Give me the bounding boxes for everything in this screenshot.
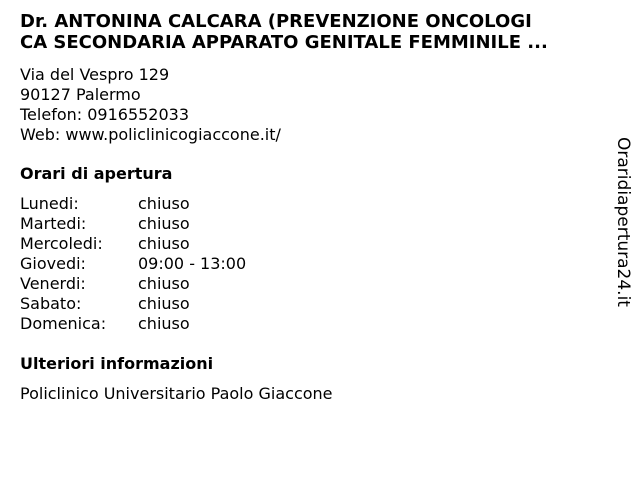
city-postal: 90127 Palermo <box>20 85 141 104</box>
opening-hours-table <box>20 194 246 334</box>
hours-row-monday <box>20 194 246 214</box>
page-title <box>20 11 620 53</box>
day-label: Lunedi: <box>20 194 79 213</box>
hours-row-tuesday <box>20 214 246 234</box>
phone-number: Telefon: 0916552033 <box>20 105 190 124</box>
hours-row-sunday <box>20 314 246 334</box>
day-label: Venerdi: <box>20 274 86 293</box>
hours-value: chiuso <box>138 194 190 213</box>
hours-value: chiuso <box>138 314 190 333</box>
page-title-line-1: Dr. ANTONINA CALCARA (PREVENZIONE ONCOLOGI <box>20 11 532 32</box>
address-block <box>20 65 281 145</box>
day-label: Martedi: <box>20 214 87 233</box>
hours-value: chiuso <box>138 214 190 233</box>
hours-value: chiuso <box>138 294 190 313</box>
hours-value: 09:00 - 13:00 <box>138 254 247 273</box>
day-label: Giovedi: <box>20 254 86 273</box>
page-title-line-2: CA SECONDARIA APPARATO GENITALE FEMMINILE ... <box>20 32 548 53</box>
day-label: Sabato: <box>20 294 82 313</box>
street-address: Via del Vespro 129 <box>20 65 170 84</box>
opening-hours-heading: Orari di apertura <box>20 164 173 183</box>
hours-row-saturday <box>20 294 246 314</box>
hours-row-wednesday <box>20 234 246 254</box>
day-label: Mercoledi: <box>20 234 103 253</box>
website-link[interactable]: Web: www.policlinicogiaccone.it/ <box>20 125 281 144</box>
hours-row-friday <box>20 274 246 294</box>
hours-row-thursday <box>20 254 246 274</box>
hours-value: chiuso <box>138 274 190 293</box>
more-info-heading: Ulteriori informazioni <box>20 354 214 373</box>
hours-value: chiuso <box>138 234 190 253</box>
day-label: Domenica: <box>20 314 107 333</box>
more-info-text: Policlinico Universitario Paolo Giaccone <box>20 384 333 403</box>
site-watermark: Oraridiapertura24.it <box>613 137 633 307</box>
